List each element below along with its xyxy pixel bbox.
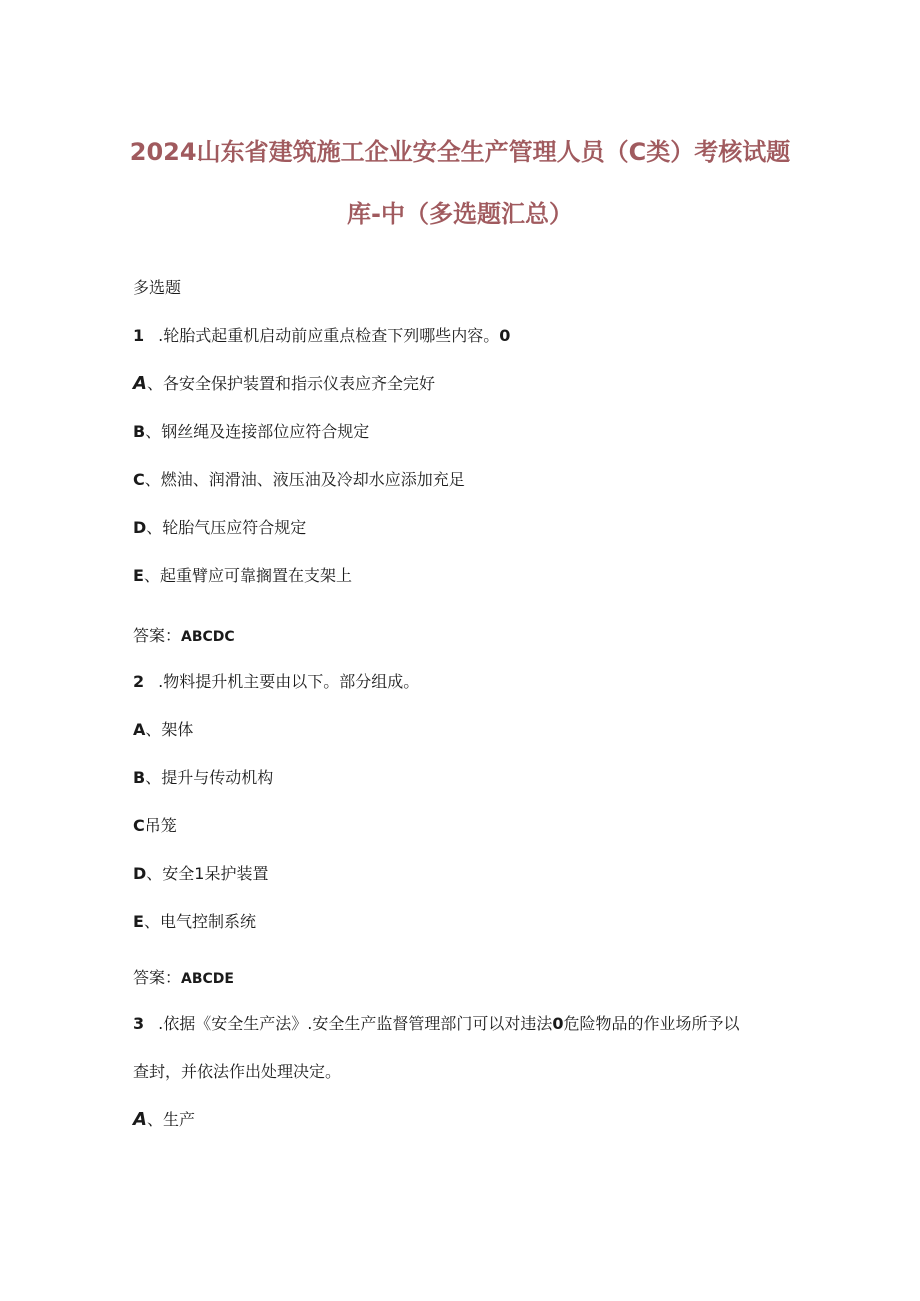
answer-value: ABCDE	[181, 971, 234, 987]
question-text: .轮胎式起重机启动前应重点检查下列哪些内容。	[158, 326, 500, 345]
question-number: 1	[133, 326, 145, 345]
answer-1	[133, 626, 235, 647]
option-d	[133, 864, 268, 884]
answer-label: 答案：	[133, 968, 182, 987]
answer-label: 答案：	[133, 626, 182, 645]
section-heading: 多选题	[133, 278, 182, 297]
option-a	[133, 1110, 195, 1130]
question-text: .依据《安全生产法》.安全生产监督管理部门可以对违法	[158, 1014, 553, 1033]
option-a	[133, 720, 193, 740]
question-number: 2	[133, 672, 145, 691]
option-letter: C	[133, 470, 145, 489]
option-letter: B	[133, 422, 146, 441]
option-separator: 、	[144, 470, 161, 489]
option-text: 燃油、润滑油、液压油及冷却水应添加充足	[160, 470, 465, 489]
question-blank: 0	[499, 326, 511, 345]
question-1	[133, 326, 510, 346]
option-letter: A	[133, 720, 146, 739]
option-d	[133, 518, 306, 538]
option-text: 架体	[161, 720, 194, 739]
option-letter: D	[133, 518, 147, 537]
option-text: 生产	[162, 1110, 195, 1129]
option-letter: C	[133, 816, 145, 835]
option-text: 电气控制系统	[159, 912, 256, 931]
option-separator: 、	[145, 720, 162, 739]
document-title-line1: 2024山东省建筑施工企业安全生产管理人员（C类）考核试题	[129, 138, 791, 166]
option-letter: E	[133, 566, 144, 585]
answer-value: ABCDC	[181, 629, 235, 645]
question-3	[133, 1014, 739, 1034]
option-text: 钢丝绳及连接部位应符合规定	[161, 422, 370, 441]
option-letter: A	[133, 1109, 147, 1130]
question-3-line2	[133, 1062, 341, 1082]
question-number: 3	[133, 1014, 145, 1033]
option-separator: 、	[145, 422, 162, 441]
option-separator: 、	[146, 374, 163, 393]
option-separator: 、	[145, 768, 162, 787]
option-b	[133, 422, 369, 442]
option-text: 各安全保护装置和指示仪表应齐全完好	[162, 374, 435, 393]
question-text-wrap: 查封，并依法作出处理决定。	[133, 1062, 342, 1081]
option-b	[133, 768, 273, 788]
question-2	[133, 672, 419, 692]
option-separator: 、	[143, 912, 160, 931]
option-letter: E	[133, 912, 144, 931]
option-text: 轮胎气压应符合规定	[162, 518, 307, 537]
option-text: 提升与传动机构	[161, 768, 274, 787]
answer-2	[133, 968, 234, 989]
option-text: 起重臂应可靠搁置在支架上	[159, 566, 352, 585]
option-e	[133, 912, 256, 932]
option-letter: B	[133, 768, 146, 787]
option-letter: A	[133, 373, 147, 394]
option-separator: 、	[143, 566, 160, 585]
option-letter: D	[133, 864, 147, 883]
option-separator: 、	[146, 1110, 163, 1129]
option-e	[133, 566, 352, 586]
option-text: 吊笼	[144, 816, 177, 835]
question-text-continued: 危险物品的作业场所予以	[563, 1014, 740, 1033]
option-a	[133, 374, 435, 394]
question-blank: 0	[552, 1014, 564, 1033]
option-separator: 、	[146, 864, 163, 883]
option-c	[133, 470, 465, 490]
option-c	[133, 816, 177, 836]
option-separator: 、	[146, 518, 163, 537]
question-text: .物料提升机主要由以下。部分组成。	[158, 672, 420, 691]
document-title-line2: 库-中（多选题汇总）	[347, 200, 573, 228]
option-text: 安全1呆护装置	[162, 864, 269, 883]
